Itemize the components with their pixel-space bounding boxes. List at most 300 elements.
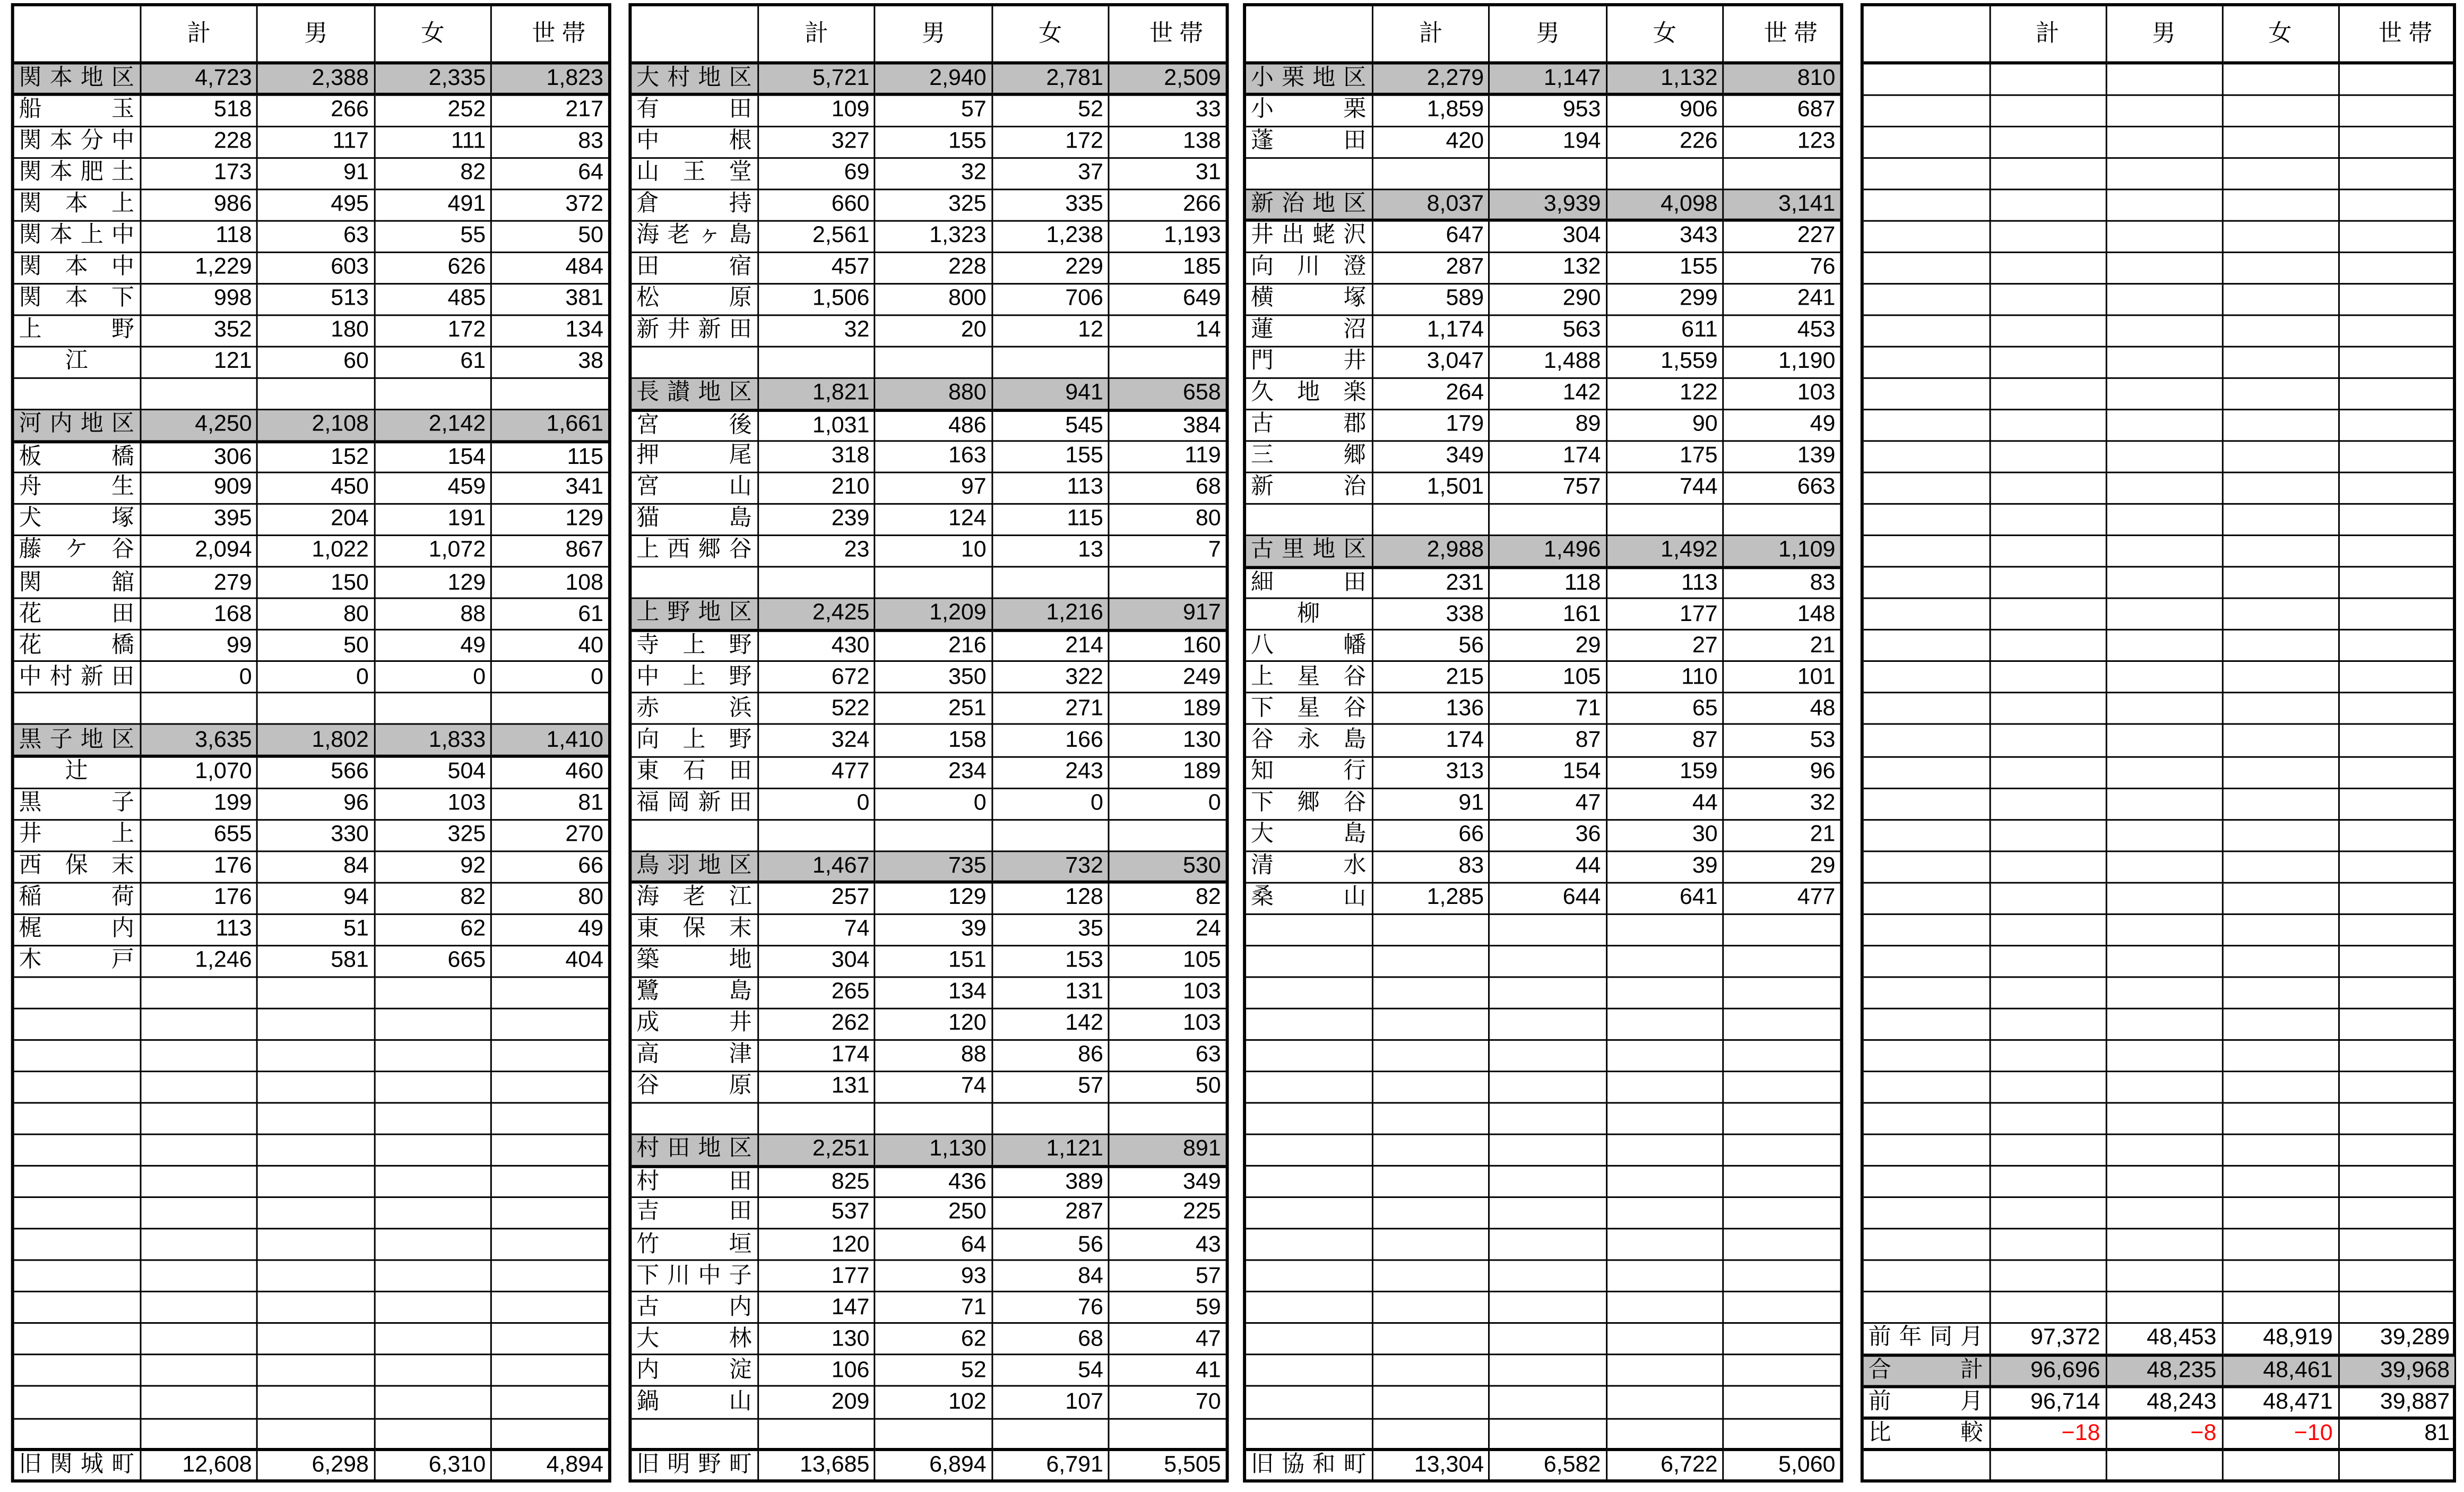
value-cell <box>1606 1072 1723 1103</box>
value-cell <box>2106 788 2222 819</box>
value-cell: 4,250 <box>141 410 257 441</box>
value-cell <box>1723 1355 1840 1386</box>
value-cell: 279 <box>141 567 257 599</box>
value-cell: 1,238 <box>992 220 1109 252</box>
area-name: 古里地区 <box>1246 536 1372 567</box>
value-cell: 941 <box>992 378 1109 409</box>
value-cell <box>1606 914 1723 945</box>
town-name: 旧関城町 <box>14 1450 141 1481</box>
blank-row <box>1864 1134 2454 1166</box>
table-row <box>1246 283 1840 315</box>
value-cell <box>257 1355 374 1386</box>
value-cell: 48 <box>1723 693 1840 725</box>
value-cell: 757 <box>1489 472 1606 504</box>
area-name: 細田 <box>1246 567 1372 599</box>
value-cell: 8,037 <box>1372 189 1489 220</box>
area-name <box>1246 1229 1372 1260</box>
value-cell: 97 <box>875 472 992 504</box>
value-cell: 1,031 <box>758 410 875 441</box>
value-cell <box>2338 1072 2454 1103</box>
value-cell <box>141 1040 257 1071</box>
blank-row <box>1246 1008 1840 1040</box>
value-cell: 81 <box>2338 1418 2454 1450</box>
value-cell: 52 <box>875 1355 992 1386</box>
value-cell: 176 <box>141 851 257 882</box>
value-cell <box>1990 1103 2106 1134</box>
value-cell: 177 <box>758 1261 875 1292</box>
value-cell: 176 <box>141 882 257 913</box>
area-name <box>14 1386 141 1418</box>
area-name <box>1864 441 1990 472</box>
value-cell <box>491 1292 608 1323</box>
table-row <box>14 189 608 220</box>
blank-row <box>1246 977 1840 1008</box>
blank-row <box>1864 315 2454 347</box>
value-cell: 589 <box>1372 283 1489 315</box>
value-cell: 231 <box>1372 567 1489 599</box>
area-name: 福岡新田 <box>632 788 758 819</box>
area-name <box>1864 725 1990 756</box>
area-name: 桑山 <box>1246 882 1372 913</box>
value-cell <box>1606 1166 1723 1197</box>
area-name <box>1246 1261 1372 1292</box>
value-cell <box>1990 662 2106 693</box>
area-name: 清水 <box>1246 851 1372 882</box>
value-cell: 70 <box>1109 1386 1225 1418</box>
area-name <box>1246 158 1372 189</box>
value-cell: 174 <box>758 1040 875 1071</box>
value-cell: 189 <box>1109 756 1225 788</box>
value-cell: 1,132 <box>1606 63 1723 94</box>
value-cell <box>2106 1197 2222 1229</box>
value-cell <box>491 1040 608 1071</box>
area-name <box>1864 599 1990 630</box>
area-name: 黒子 <box>14 788 141 819</box>
area-name: 関本下 <box>14 283 141 315</box>
value-cell: 325 <box>875 189 992 220</box>
value-cell <box>2106 378 2222 409</box>
value-cell <box>1990 158 2106 189</box>
value-cell <box>2222 94 2338 126</box>
value-cell <box>2338 882 2454 913</box>
value-cell: 38 <box>491 347 608 378</box>
value-cell: 64 <box>875 1229 992 1260</box>
value-cell: 335 <box>992 189 1109 220</box>
value-cell <box>1990 945 2106 977</box>
area-name: 築地 <box>632 945 758 977</box>
value-cell: 32 <box>1723 788 1840 819</box>
value-cell <box>374 1355 491 1386</box>
value-cell: 825 <box>758 1166 875 1197</box>
value-cell <box>257 977 374 1008</box>
value-cell <box>2338 1292 2454 1323</box>
value-cell: 1,802 <box>257 725 374 756</box>
value-cell: −18 <box>1990 1418 2106 1450</box>
area-name: 木戸 <box>14 945 141 977</box>
area-name <box>1864 756 1990 788</box>
value-cell <box>1723 1261 1840 1292</box>
value-cell <box>2338 378 2454 409</box>
value-cell: 93 <box>875 1261 992 1292</box>
value-cell: 0 <box>992 788 1109 819</box>
value-cell <box>257 1386 374 1418</box>
value-cell: 917 <box>1109 599 1225 630</box>
value-cell <box>1372 1197 1489 1229</box>
blank-row <box>632 347 1225 378</box>
value-cell <box>1489 504 1606 536</box>
value-cell <box>1990 1166 2106 1197</box>
value-cell: 84 <box>992 1261 1109 1292</box>
value-cell <box>2338 536 2454 567</box>
value-cell: 20 <box>875 315 992 347</box>
area-name <box>632 567 758 599</box>
area-name <box>1864 882 1990 913</box>
area-name <box>1864 220 1990 252</box>
value-cell: 2,940 <box>875 63 992 94</box>
value-cell <box>491 1072 608 1103</box>
value-cell: 47 <box>1489 788 1606 819</box>
area-name <box>1864 189 1990 220</box>
area-name <box>1864 820 1990 851</box>
value-cell: 217 <box>491 94 608 126</box>
value-cell: 154 <box>374 441 491 472</box>
value-cell <box>2222 536 2338 567</box>
area-name: 辻 <box>14 756 141 788</box>
value-cell: 50 <box>1109 1072 1225 1103</box>
blank-row <box>1864 1229 2454 1260</box>
value-cell: 91 <box>1372 788 1489 819</box>
blank-row <box>1864 756 2454 788</box>
value-cell: 130 <box>758 1324 875 1355</box>
value-cell: 152 <box>257 441 374 472</box>
value-cell <box>1606 1197 1723 1229</box>
value-cell <box>1990 63 2106 94</box>
value-cell: 381 <box>491 283 608 315</box>
value-cell <box>1489 1324 1606 1355</box>
area-name: 三郷 <box>1246 441 1372 472</box>
value-cell: 0 <box>257 662 374 693</box>
value-cell <box>2222 1072 2338 1103</box>
area-name: 黒子地区 <box>14 725 141 756</box>
column-header: 男 <box>257 6 374 63</box>
value-cell: 395 <box>141 504 257 536</box>
value-cell <box>2338 1229 2454 1260</box>
town-total-row <box>1246 1450 1840 1481</box>
area-name: 蓬田 <box>1246 126 1372 157</box>
value-cell: 122 <box>1606 378 1723 409</box>
table-row <box>1246 662 1840 693</box>
value-cell <box>1723 1418 1840 1450</box>
value-cell <box>2222 504 2338 536</box>
table-row <box>14 820 608 851</box>
value-cell <box>1489 914 1606 945</box>
value-cell <box>2222 756 2338 788</box>
value-cell <box>1489 1386 1606 1418</box>
value-cell <box>2222 662 2338 693</box>
table-row <box>14 914 608 945</box>
table-row <box>632 977 1225 1008</box>
value-cell <box>1723 1072 1840 1103</box>
value-cell: 325 <box>374 820 491 851</box>
summary-row <box>1864 1386 2454 1418</box>
value-cell: 84 <box>257 851 374 882</box>
district-row <box>632 378 1225 409</box>
value-cell <box>1489 1261 1606 1292</box>
blank-row <box>14 1324 608 1355</box>
value-cell: 172 <box>374 315 491 347</box>
table-row <box>632 1040 1225 1071</box>
value-cell: 1,492 <box>1606 536 1723 567</box>
total-value-cell: 6,722 <box>1606 1450 1723 1481</box>
value-cell <box>1723 1040 1840 1071</box>
value-cell <box>2106 220 2222 252</box>
value-cell <box>1990 1008 2106 1040</box>
table-row <box>14 662 608 693</box>
value-cell: 338 <box>1372 599 1489 630</box>
value-cell: 74 <box>875 1072 992 1103</box>
value-cell: 251 <box>875 693 992 725</box>
value-cell <box>2338 756 2454 788</box>
blank-row <box>632 820 1225 851</box>
value-cell <box>2106 756 2222 788</box>
value-cell: 103 <box>374 788 491 819</box>
value-cell: 891 <box>1109 1134 1225 1166</box>
value-cell: 3,047 <box>1372 347 1489 378</box>
column-header: 女 <box>1606 6 1723 63</box>
area-name: 知行 <box>1246 756 1372 788</box>
value-cell: 641 <box>1606 882 1723 913</box>
value-cell <box>491 378 608 409</box>
table-row <box>632 1292 1225 1323</box>
value-cell: 545 <box>992 410 1109 441</box>
value-cell <box>141 1324 257 1355</box>
value-cell <box>141 977 257 1008</box>
area-name: 舟生 <box>14 472 141 504</box>
value-cell: 327 <box>758 126 875 157</box>
value-cell: 90 <box>1606 410 1723 441</box>
value-cell: 1,216 <box>992 599 1109 630</box>
value-cell: 82 <box>374 882 491 913</box>
value-cell: 1,130 <box>875 1134 992 1166</box>
value-cell: 117 <box>257 126 374 157</box>
value-cell <box>2338 599 2454 630</box>
value-cell <box>2106 1040 2222 1071</box>
value-cell: 94 <box>257 882 374 913</box>
value-cell <box>2338 1166 2454 1197</box>
value-cell: 420 <box>1372 126 1489 157</box>
value-cell <box>2222 1261 2338 1292</box>
blank-row <box>14 1008 608 1040</box>
value-cell: 477 <box>758 756 875 788</box>
value-cell: 672 <box>758 662 875 693</box>
value-cell: 39,289 <box>2338 1324 2454 1355</box>
district-row <box>14 63 608 94</box>
value-cell <box>1990 567 2106 599</box>
value-cell <box>875 347 992 378</box>
blank-row <box>1864 63 2454 94</box>
value-cell <box>2338 1197 2454 1229</box>
value-cell: 128 <box>992 882 1109 913</box>
table-row <box>632 283 1225 315</box>
value-cell <box>2106 536 2222 567</box>
value-cell <box>1489 1103 1606 1134</box>
value-cell <box>2222 1166 2338 1197</box>
value-cell: 800 <box>875 283 992 315</box>
value-cell <box>2338 1040 2454 1071</box>
column-header: 女 <box>2222 6 2338 63</box>
area-name <box>1864 410 1990 441</box>
column-header: 世 帯 <box>2338 6 2454 63</box>
value-cell: 1,121 <box>992 1134 1109 1166</box>
value-cell <box>1372 1355 1489 1386</box>
blank-row <box>1246 1261 1840 1292</box>
value-cell: 0 <box>875 788 992 819</box>
value-cell: 2,279 <box>1372 63 1489 94</box>
table-row <box>14 945 608 977</box>
value-cell <box>1606 1292 1723 1323</box>
value-cell: 29 <box>1489 630 1606 661</box>
blank-row <box>14 1040 608 1071</box>
value-cell <box>2106 725 2222 756</box>
value-cell <box>875 820 992 851</box>
value-cell <box>2106 693 2222 725</box>
value-cell: 62 <box>875 1324 992 1355</box>
blank-row <box>1864 189 2454 220</box>
value-cell <box>758 1103 875 1134</box>
value-cell: 154 <box>1489 756 1606 788</box>
value-cell: 349 <box>1372 441 1489 472</box>
value-cell: 986 <box>141 189 257 220</box>
value-cell: 96,696 <box>1990 1355 2106 1386</box>
value-cell <box>141 1292 257 1323</box>
area-name: 新治地区 <box>1246 189 1372 220</box>
value-cell: 89 <box>1489 410 1606 441</box>
blank-row <box>14 1197 608 1229</box>
value-cell <box>1723 1134 1840 1166</box>
district-row <box>632 599 1225 630</box>
value-cell <box>2338 220 2454 252</box>
area-name: 中根 <box>632 126 758 157</box>
value-cell: 103 <box>1723 378 1840 409</box>
area-name <box>1864 252 1990 283</box>
area-name: 中村新田 <box>14 662 141 693</box>
value-cell: 430 <box>758 630 875 661</box>
blank-row <box>1864 220 2454 252</box>
value-cell <box>141 378 257 409</box>
value-cell: 99 <box>141 630 257 661</box>
blank-row <box>14 1166 608 1197</box>
blank-row <box>1246 1386 1840 1418</box>
value-cell <box>2338 914 2454 945</box>
value-cell: 287 <box>1372 252 1489 283</box>
table-row <box>632 504 1225 536</box>
value-cell: 105 <box>1109 945 1225 977</box>
area-name <box>1864 1292 1990 1323</box>
value-cell <box>2106 126 2222 157</box>
area-name <box>14 1166 141 1197</box>
value-cell: 350 <box>875 662 992 693</box>
blank-row <box>1246 158 1840 189</box>
value-cell: 61 <box>374 347 491 378</box>
blank-row <box>1864 693 2454 725</box>
blank-row <box>1864 1072 2454 1103</box>
panel-akeno <box>628 3 1229 1482</box>
district-row <box>1246 189 1840 220</box>
value-cell: 48,919 <box>2222 1324 2338 1355</box>
value-cell <box>1372 1103 1489 1134</box>
area-name <box>14 1418 141 1450</box>
value-cell: 174 <box>1372 725 1489 756</box>
value-cell <box>2338 630 2454 661</box>
area-name <box>1864 347 1990 378</box>
table-row <box>1246 567 1840 599</box>
value-cell <box>2106 158 2222 189</box>
value-cell <box>2106 1292 2222 1323</box>
value-cell: 744 <box>1606 472 1723 504</box>
value-cell: 306 <box>141 441 257 472</box>
town-total-row <box>14 1450 608 1481</box>
value-cell: 136 <box>1372 693 1489 725</box>
value-cell <box>2106 820 2222 851</box>
value-cell: 522 <box>758 693 875 725</box>
area-name: 関本上中 <box>14 220 141 252</box>
value-cell <box>491 1166 608 1197</box>
value-cell: 158 <box>875 725 992 756</box>
area-name <box>632 1103 758 1134</box>
area-name: 谷永島 <box>1246 725 1372 756</box>
district-row <box>1246 536 1840 567</box>
value-cell <box>1723 1197 1840 1229</box>
value-cell <box>374 1324 491 1355</box>
value-cell <box>257 693 374 725</box>
value-cell: 3,635 <box>141 725 257 756</box>
area-name <box>632 347 758 378</box>
value-cell: 63 <box>257 220 374 252</box>
area-name: 宮山 <box>632 472 758 504</box>
table-row <box>1246 472 1840 504</box>
column-header: 世 帯 <box>1723 6 1840 63</box>
value-cell <box>1990 882 2106 913</box>
value-cell <box>2338 820 2454 851</box>
area-name <box>14 1040 141 1071</box>
value-cell <box>1372 1324 1489 1355</box>
value-cell: 304 <box>758 945 875 977</box>
blank-row <box>1246 1324 1840 1355</box>
value-cell <box>141 1166 257 1197</box>
area-name: 寺上野 <box>632 630 758 661</box>
area-name <box>1864 1229 1990 1260</box>
area-name: 関本上 <box>14 189 141 220</box>
area-name: 吉田 <box>632 1197 758 1229</box>
value-cell <box>2222 1229 2338 1260</box>
value-cell <box>2106 567 2222 599</box>
value-cell <box>491 1386 608 1418</box>
value-cell: 27 <box>1606 630 1723 661</box>
blank-row <box>1864 630 2454 661</box>
value-cell <box>1606 1040 1723 1071</box>
value-cell: 68 <box>1109 472 1225 504</box>
blank-row <box>1864 599 2454 630</box>
value-cell <box>2338 315 2454 347</box>
value-cell <box>875 567 992 599</box>
area-name: 古郡 <box>1246 410 1372 441</box>
value-cell <box>1990 441 2106 472</box>
value-cell <box>141 1418 257 1450</box>
value-cell: 649 <box>1109 283 1225 315</box>
value-cell <box>257 1261 374 1292</box>
value-cell: 48,243 <box>2106 1386 2222 1418</box>
value-cell <box>141 1386 257 1418</box>
